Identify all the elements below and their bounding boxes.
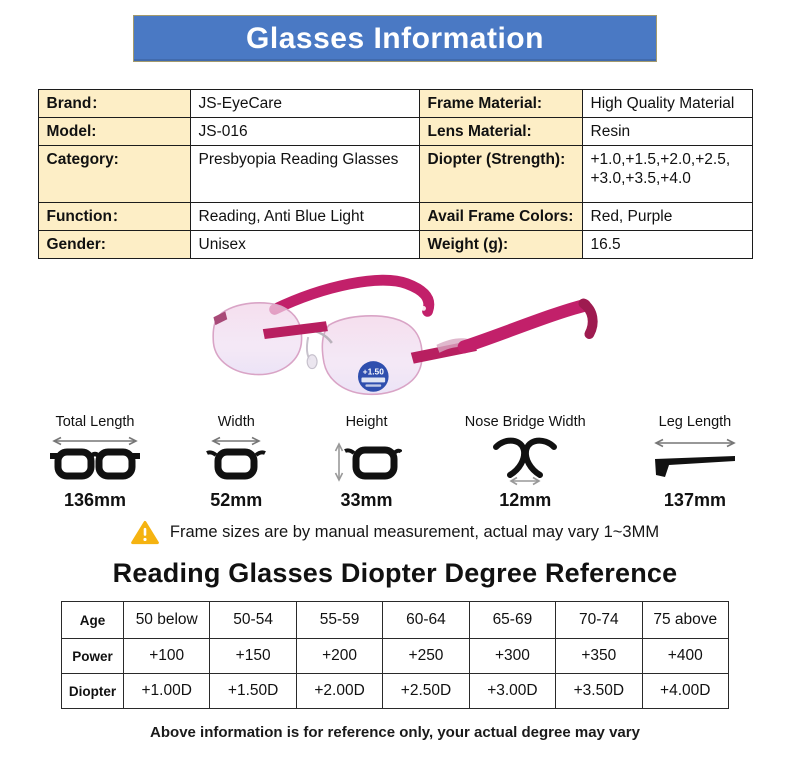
measurements-row [49, 414, 741, 511]
spec-row-category [38, 146, 752, 203]
lens-material-value: Resin [582, 118, 752, 146]
nose-bridge-label: Nose Bridge Width [464, 414, 586, 430]
leg-length-value: 137mm [663, 490, 726, 510]
lens-height-icon [332, 433, 402, 487]
diopter-cell: +2.50D [383, 674, 469, 709]
gender-value: Unisex [190, 231, 419, 259]
temple-arm-icon [649, 433, 741, 487]
temple-tip-hole [421, 306, 426, 311]
power-cell: +100 [124, 639, 210, 674]
frame-material-label: Frame Material: [419, 90, 582, 118]
sticker-band [361, 377, 385, 382]
width-value: 52mm [210, 490, 263, 510]
nose-bridge-icon [484, 433, 566, 487]
measure-height [332, 414, 402, 511]
power-cell: +200 [296, 639, 382, 674]
height-label: Height [345, 414, 388, 430]
page-title: Glasses Information [246, 21, 544, 55]
diopter-strength-label: Diopter (Strength): [419, 146, 582, 203]
page-title-banner [133, 15, 657, 62]
age-cell: 50-54 [210, 602, 296, 639]
sticker-band2 [365, 384, 381, 386]
age-cell: 60-64 [383, 602, 469, 639]
power-cell: +150 [210, 639, 296, 674]
nose-pad [307, 355, 317, 369]
diopter-cell: +1.50D [210, 674, 296, 709]
spec-row-model [38, 118, 752, 146]
diopter-cell: +2.00D [296, 674, 382, 709]
warning-text: Frame sizes are by manual measurement, actual may vary 1~3MM [169, 523, 660, 541]
measure-total-length [49, 414, 141, 511]
power-row-header: Power [62, 639, 124, 674]
frame-colors-value: Red, Purple [582, 203, 752, 231]
age-cell: 70-74 [556, 602, 642, 639]
power-row [62, 639, 729, 674]
near-temple-arm [464, 305, 584, 346]
far-temple-arm [275, 280, 429, 311]
model-value: JS-016 [190, 118, 419, 146]
age-cell: 50 below [124, 602, 210, 639]
diopter-cell: +3.00D [469, 674, 555, 709]
left-lens [213, 303, 302, 375]
age-cell: 65-69 [469, 602, 555, 639]
spec-row-gender [38, 231, 752, 259]
age-row-header: Age [62, 602, 124, 639]
category-label: Category: [38, 146, 190, 203]
power-cell: +350 [556, 639, 642, 674]
width-label: Width [217, 414, 255, 430]
product-photo [155, 264, 635, 412]
diopter-section-title: Reading Glasses Diopter Degree Reference [112, 558, 678, 588]
measure-nose-bridge [465, 414, 586, 511]
age-cell: 75 above [642, 602, 728, 639]
height-value: 33mm [340, 490, 393, 510]
age-cell: 55-59 [296, 602, 382, 639]
function-value: Reading, Anti Blue Light [190, 203, 419, 231]
diopter-cell: +3.50D [556, 674, 642, 709]
lens-material-label: Lens Material: [419, 118, 582, 146]
footer-note: Above information is for reference only, your actual degree may vary [150, 724, 640, 741]
spec-row-brand [38, 90, 752, 118]
diopter-row-header: Diopter [62, 674, 124, 709]
frame-material-value: High Quality Material [582, 90, 752, 118]
leg-length-label: Leg Length [658, 414, 732, 430]
warning-note [0, 520, 790, 545]
power-cell: +300 [469, 639, 555, 674]
brand-value: JS-EyeCare [190, 90, 419, 118]
spec-row-function [38, 203, 752, 231]
category-value: Presbyopia Reading Glasses [190, 146, 419, 203]
diopter-strength-value: +1.0,+1.5,+2.0,+2.5, +3.0,+3.5,+4.0 [582, 146, 752, 203]
function-label: Function： [38, 203, 190, 231]
diopter-cell: +4.00D [642, 674, 728, 709]
power-cell: +400 [642, 639, 728, 674]
weight-label: Weight (g): [419, 231, 582, 259]
frame-colors-label: Avail Frame Colors: [419, 203, 582, 231]
near-temple-tip [583, 303, 592, 334]
spec-table [38, 89, 753, 259]
glasses-illustration [155, 264, 635, 412]
measure-leg-length [649, 414, 741, 511]
sticker-text: +1.50 [362, 366, 384, 377]
weight-value: 16.5 [582, 231, 752, 259]
total-length-value: 136mm [63, 490, 127, 510]
power-cell: +250 [383, 639, 469, 674]
nose-bridge-value: 12mm [499, 490, 552, 510]
gender-label: Gender: [38, 231, 190, 259]
total-length-label: Total Length [55, 414, 135, 430]
diopter-cell: +1.00D [124, 674, 210, 709]
brand-label: Brand： [38, 90, 190, 118]
diopter-row [62, 674, 729, 709]
glasses-front-icon [49, 433, 141, 487]
lens-width-icon [204, 433, 268, 487]
measure-width [204, 414, 268, 511]
age-row [62, 602, 729, 639]
diopter-reference-table [61, 601, 729, 709]
warning-icon [131, 520, 159, 545]
model-label: Model: [38, 118, 190, 146]
